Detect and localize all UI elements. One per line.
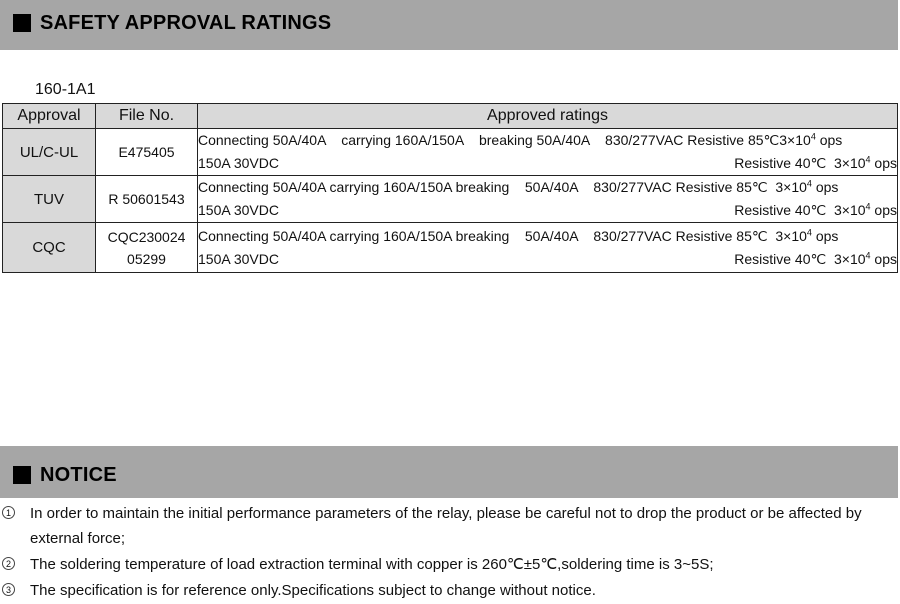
approval-cell: CQC	[3, 223, 96, 273]
approval-ratings-table	[2, 103, 898, 273]
resistive-text: Resistive 40℃ 3×10	[734, 155, 866, 171]
ratings-text: Connecting 50A/40A carrying 160A/150A breaking 50A/40A 830/277VAC Resistive 85℃3×10	[198, 132, 811, 148]
approval-cell: UL/C-UL	[3, 129, 96, 176]
circled-number-icon: 3	[2, 583, 15, 596]
ops-unit: ops	[815, 132, 843, 148]
ratings-cell	[198, 223, 898, 273]
notice-text: In order to maintain the initial performance parameters of the relay, please be careful not to drop the product or be affected by external force;	[30, 505, 862, 547]
file-no-cell	[96, 223, 198, 273]
ratings-line-1	[198, 225, 897, 248]
ops-unit: ops	[870, 202, 897, 218]
ratings-line-2	[198, 152, 897, 175]
square-bullet-icon	[13, 14, 31, 32]
circled-number-icon: 1	[2, 506, 15, 519]
ratings-line-2	[198, 248, 897, 271]
exponent: 4	[865, 201, 871, 212]
table-row	[3, 176, 898, 223]
notice-list	[0, 501, 880, 604]
ratings-line-2	[198, 199, 897, 222]
dc-rating: 150A 30VDC	[198, 155, 279, 171]
file-no-text: R 50601543	[108, 191, 185, 207]
dc-rating: 150A 30VDC	[198, 250, 279, 267]
resistive-text: Resistive 40℃ 3×10	[734, 250, 866, 267]
exponent: 4	[806, 226, 812, 237]
notice-text: The specification is for reference only.Specifications subject to change without notice.	[30, 582, 596, 599]
list-item	[0, 501, 880, 551]
list-item	[0, 552, 880, 577]
notice-banner	[0, 446, 898, 498]
safety-approval-banner	[0, 0, 898, 50]
exponent: 4	[865, 154, 871, 165]
ratings-line-1	[198, 129, 897, 152]
table-row	[3, 223, 898, 273]
approval-cell: TUV	[3, 176, 96, 223]
file-no-cell	[96, 129, 198, 176]
ratings-text: Connecting 50A/40A carrying 160A/150A breaking 50A/40A 830/277VAC Resistive 85℃ 3×10	[198, 227, 807, 244]
file-no-cell	[96, 176, 198, 223]
header-approved-ratings: Approved ratings	[198, 104, 898, 129]
dc-rating: 150A 30VDC	[198, 202, 279, 218]
exponent: 4	[806, 178, 812, 189]
ratings-line-1	[198, 176, 897, 199]
square-bullet-icon	[13, 466, 31, 484]
file-no-text: CQC230024	[107, 228, 186, 245]
table-header-row	[3, 104, 898, 129]
list-item	[0, 578, 880, 603]
notice-text: The soldering temperature of load extraction terminal with copper is 260℃±5℃,soldering time is 3~5S;	[30, 556, 714, 573]
exponent: 4	[865, 249, 871, 260]
resistive-rating	[734, 199, 897, 222]
file-no-text: E475405	[118, 144, 175, 160]
ops-unit: ops	[811, 227, 839, 244]
ops-unit: ops	[811, 179, 839, 195]
section-title: SAFETY APPROVAL RATINGS	[40, 12, 332, 34]
model-number: 160-1A1	[35, 81, 96, 98]
ops-unit: ops	[870, 155, 897, 171]
resistive-rating	[734, 248, 897, 271]
header-approval: Approval	[3, 104, 96, 129]
ops-unit: ops	[870, 250, 897, 267]
header-file-no: File No.	[96, 104, 198, 129]
circled-number-icon: 2	[2, 557, 15, 570]
ratings-cell	[198, 129, 898, 176]
ratings-cell	[198, 176, 898, 223]
file-no-text-line-2: 05299	[127, 250, 166, 267]
table-row	[3, 129, 898, 176]
section-title: NOTICE	[40, 464, 117, 486]
resistive-text: Resistive 40℃ 3×10	[734, 202, 866, 218]
exponent: 4	[810, 131, 816, 142]
ratings-text: Connecting 50A/40A carrying 160A/150A breaking 50A/40A 830/277VAC Resistive 85℃ 3×10	[198, 179, 807, 195]
resistive-rating	[734, 152, 897, 175]
